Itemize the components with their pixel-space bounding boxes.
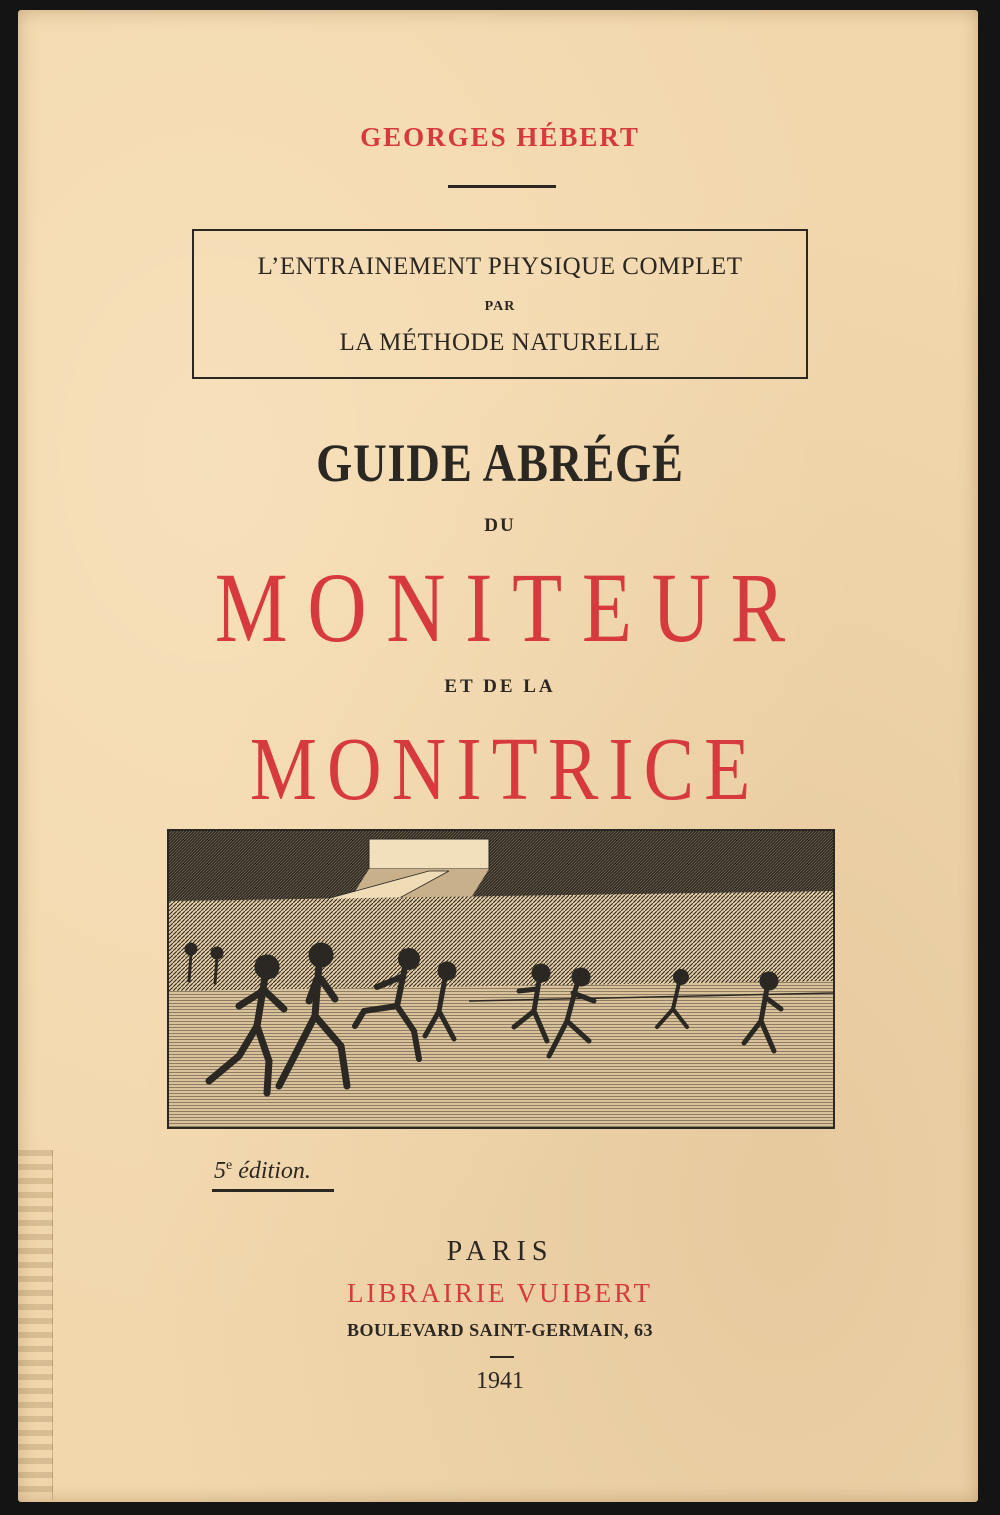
imprint-city: PARIS: [446, 1236, 554, 1267]
title-moniteur: MONITEUR: [214, 552, 805, 663]
imprint-year: 1941: [476, 1368, 524, 1394]
series-line-2: PAR: [484, 299, 516, 314]
edition-label: [214, 1158, 311, 1185]
edition-number: 5: [214, 1158, 226, 1184]
edition-superscript: e: [226, 1158, 233, 1173]
imprint-address: BOULEVARD SAINT-GERMAIN, 63: [346, 1320, 654, 1340]
imprint-publisher: LIBRAIRIE VUIBERT: [346, 1278, 654, 1308]
edition-word: édition.: [232, 1158, 311, 1184]
runners-illustration-icon: [167, 829, 835, 1129]
series-line-3: LA MÉTHODE NATURELLE: [339, 329, 661, 356]
divider-rule: [448, 185, 556, 188]
title-du: DU: [484, 515, 516, 536]
series-line-1: L’ENTRAINEMENT PHYSIQUE COMPLET: [257, 253, 743, 280]
author-name: GEORGES HÉBERT: [360, 122, 640, 152]
imprint-divider: [490, 1356, 514, 1358]
title-et-de-la: ET DE LA: [444, 676, 556, 697]
series-box: [192, 229, 808, 379]
title-monitrice: MONITRICE: [249, 720, 761, 819]
edition-underline: [212, 1189, 334, 1192]
title-guide-abrege: GUIDE ABRÉGÉ: [316, 433, 684, 493]
